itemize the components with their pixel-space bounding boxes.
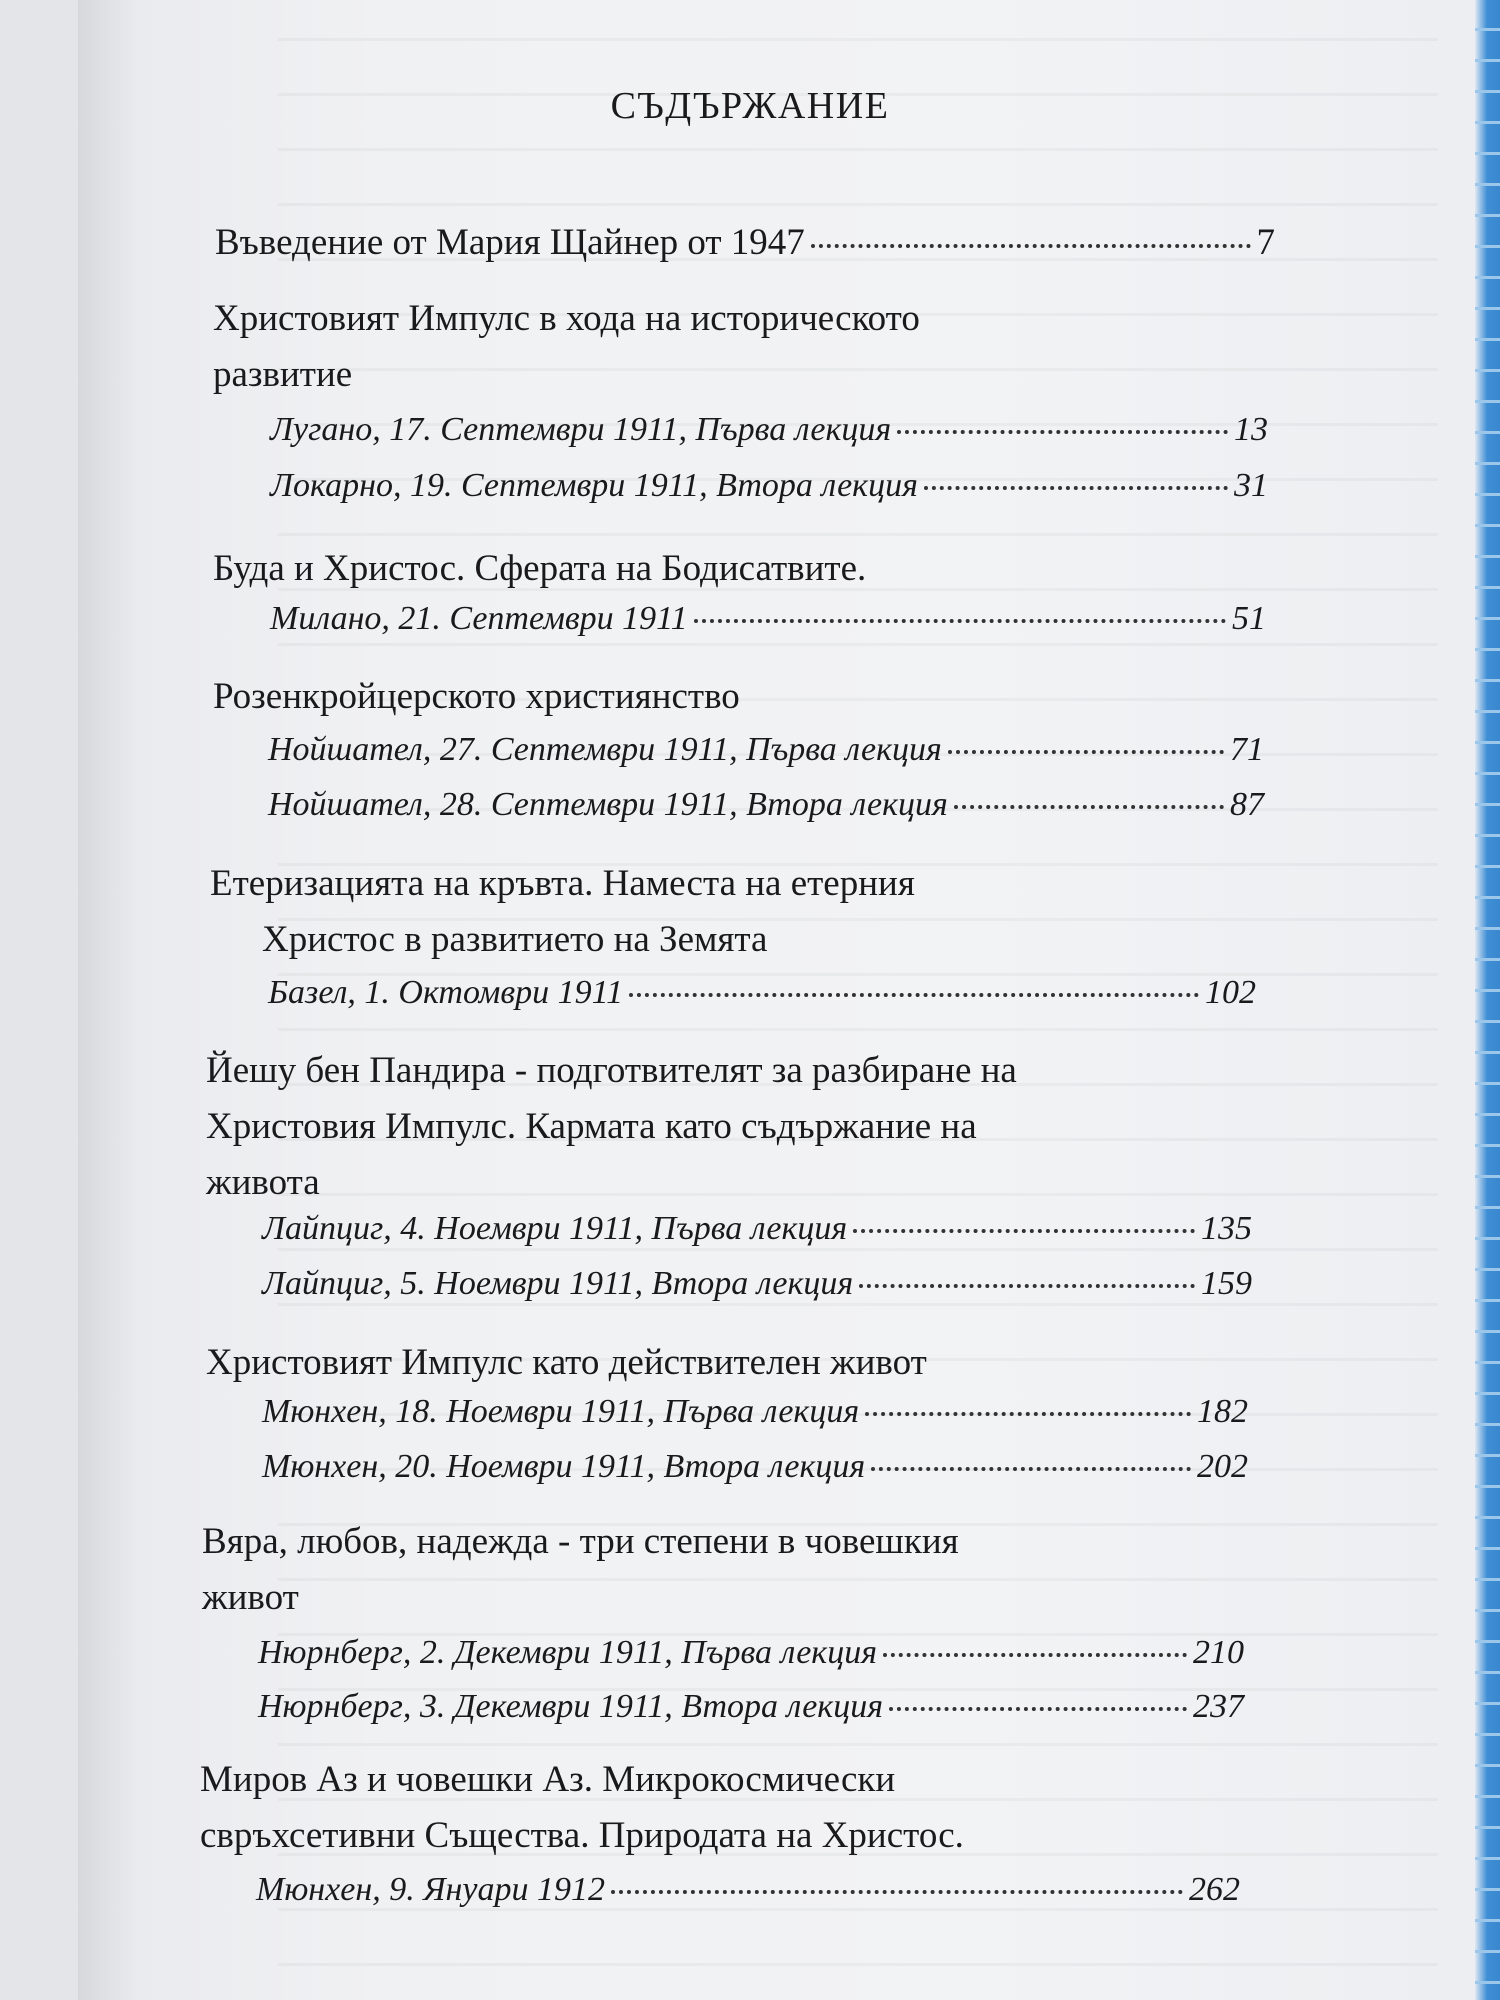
lecture-entry[interactable]: [262, 1442, 1248, 1492]
toc-intro-entry[interactable]: [215, 218, 1275, 268]
leader-dots: [811, 244, 1251, 248]
chapter-title-line: Христовият Импулс в хода на историческото: [213, 298, 920, 339]
chapter-title[interactable]: [200, 1752, 1310, 1864]
lecture-entry[interactable]: [268, 725, 1264, 775]
lecture-entry[interactable]: [256, 1865, 1240, 1915]
lecture-page: 87: [1230, 786, 1264, 823]
lecture-label: Нойшател, 28. Септември 1911, Втора лекция: [268, 786, 948, 823]
lecture-page: 135: [1201, 1210, 1252, 1247]
chapter-title[interactable]: [213, 669, 1313, 725]
chapter-title-line: Вяра, любов, надежда - три степени в човешкия: [202, 1521, 959, 1562]
lecture-entry[interactable]: [270, 405, 1268, 455]
chapter-title[interactable]: [213, 541, 1313, 597]
lecture-page: 31: [1234, 467, 1268, 504]
chapter-title[interactable]: [213, 291, 1313, 403]
lecture-entry[interactable]: [268, 968, 1256, 1018]
leader-dots: [883, 1653, 1187, 1657]
leader-dots: [611, 1890, 1183, 1894]
page-title: СЪДЪРЖАНИЕ: [610, 85, 890, 127]
lecture-label: Милано, 21. Септември 1911: [270, 600, 688, 637]
leader-dots: [948, 750, 1224, 754]
lecture-label: Нюрнберг, 3. Декември 1911, Втора лекция: [258, 1688, 884, 1725]
lecture-page: 202: [1197, 1448, 1248, 1485]
lecture-label: Мюнхен, 18. Ноември 1911, Първа лекция: [262, 1393, 860, 1430]
lecture-page: 71: [1230, 731, 1264, 768]
lecture-entry[interactable]: [262, 1259, 1252, 1309]
chapter-title-line: Буда и Христос. Сферата на Бодисатвите.: [213, 548, 867, 589]
toc-intro-label: Въведение от Мария Щайнер от 1947: [215, 222, 805, 263]
toc-intro-page: 7: [1256, 222, 1275, 263]
leader-dots: [924, 486, 1228, 490]
lecture-page: 159: [1201, 1265, 1252, 1302]
chapter-title-line: Йешу бен Пандира - подготвителят за разбиране на: [206, 1050, 1017, 1091]
lecture-page: 51: [1232, 600, 1266, 637]
leader-dots: [694, 619, 1226, 623]
chapter-title[interactable]: [206, 1043, 1326, 1211]
chapter-title[interactable]: [206, 1335, 1306, 1391]
lecture-entry[interactable]: [268, 780, 1264, 830]
chapter-title[interactable]: [202, 1514, 1312, 1626]
lecture-entry[interactable]: [258, 1682, 1244, 1732]
leader-dots: [954, 805, 1224, 809]
leader-dots: [853, 1229, 1195, 1233]
lecture-page: 210: [1193, 1634, 1244, 1671]
lecture-page: 237: [1193, 1688, 1244, 1725]
lecture-entry[interactable]: [270, 594, 1266, 644]
leader-dots: [865, 1412, 1191, 1416]
leader-dots: [897, 430, 1228, 434]
chapter-title-line: Христос в развитието на Земята: [262, 919, 768, 960]
lecture-label: Лайпциг, 4. Ноември 1911, Първа лекция: [262, 1210, 848, 1247]
leader-dots: [889, 1707, 1187, 1711]
leader-dots: [629, 993, 1199, 997]
lecture-label: Мюнхен, 9. Януари 1912: [256, 1871, 606, 1908]
lecture-label: Нойшател, 27. Септември 1911, Първа лекция: [268, 731, 942, 768]
chapter-title-line: Христовият Импулс като действителен живот: [206, 1342, 927, 1383]
lecture-label: Базел, 1. Октомври 1911: [268, 974, 624, 1011]
chapter-title-line: Христовия Импулс. Кармата като съдържание на: [206, 1106, 977, 1147]
chapter-title-line: Миров Аз и човешки Аз. Микрокосмически: [200, 1759, 896, 1800]
chapter-title-line: живот: [202, 1577, 299, 1618]
lecture-page: 13: [1234, 411, 1268, 448]
chapter-title-line: Розенкройцерското християнство: [213, 676, 740, 717]
lecture-label: Нюрнберг, 2. Декември 1911, Първа лекция: [258, 1634, 878, 1671]
lecture-entry[interactable]: [270, 461, 1268, 511]
lecture-page: 182: [1197, 1393, 1248, 1430]
lecture-page: 102: [1205, 974, 1256, 1011]
chapter-title-line: живота: [206, 1162, 320, 1203]
leader-dots: [859, 1284, 1195, 1288]
lecture-label: Мюнхен, 20. Ноември 1911, Втора лекция: [262, 1448, 866, 1485]
chapter-title-line: развитие: [213, 354, 353, 395]
chapter-title[interactable]: [210, 856, 1310, 968]
lecture-label: Лайпциг, 5. Ноември 1911, Втора лекция: [262, 1265, 854, 1302]
lecture-entry[interactable]: [262, 1204, 1252, 1254]
chapter-title-line: Етеризацията на кръвта. Наместа на етерния: [210, 863, 915, 904]
leader-dots: [871, 1467, 1191, 1471]
lecture-entry[interactable]: [258, 1628, 1244, 1678]
lecture-label: Локарно, 19. Септември 1911, Втора лекция: [270, 467, 918, 504]
chapter-title-line: свръхсетивни Същества. Природата на Христос.: [200, 1815, 964, 1856]
lecture-label: Лугано, 17. Септември 1911, Първа лекция: [270, 411, 892, 448]
lecture-entry[interactable]: [262, 1387, 1248, 1437]
lecture-page: 262: [1189, 1871, 1240, 1908]
